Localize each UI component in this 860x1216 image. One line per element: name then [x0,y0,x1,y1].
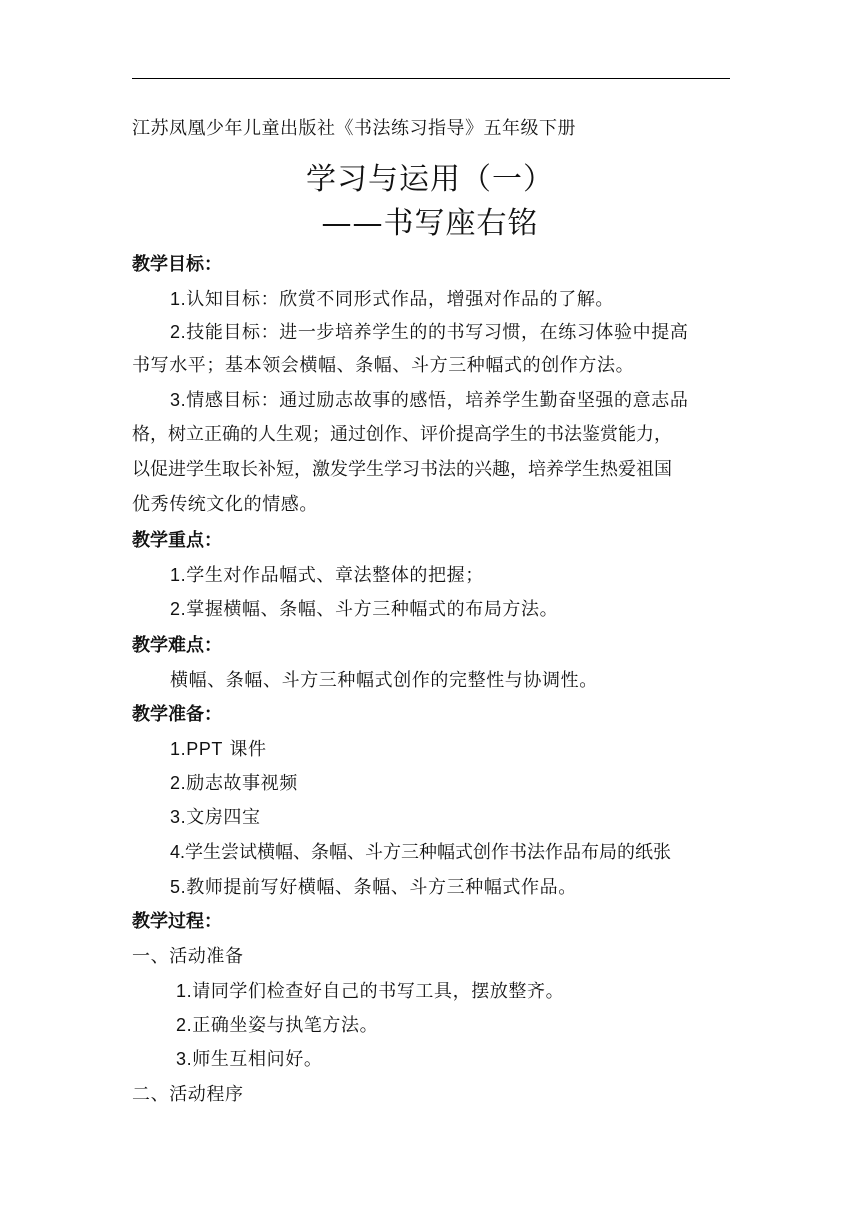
process-step-2-number: 2. [176,1015,193,1035]
process-step-3-text: 师生互相问好。 [192,1049,323,1070]
header-rule [132,78,730,79]
preparation-item-5-text: 教师提前写好横幅、条幅、斗方三种幅式作品。 [186,877,577,898]
key-point-item-2-number: 2. [170,599,187,619]
key-points-heading: 教学重点： [132,530,222,551]
process-step-3-number: 3. [176,1049,193,1069]
process-step-1-text: 请同学们检查好自己的书写工具，摆放整齐。 [192,981,565,1002]
difficulty-item-1: 横幅、条幅、斗方三种幅式创作的完整性与协调性。 [170,670,598,691]
preparation-item-4 [170,838,671,864]
preparation-item-4-text: 学生尝试横幅、条幅、斗方三种幅式创作书法作品布局的纸张 [185,842,672,863]
preparation-item-1-number: 1.PPT [170,739,224,759]
page-subtitle: ——书写座右铭 [321,206,539,241]
process-step-1-number: 1. [176,981,193,1001]
objective-item-1-number: 1. [170,289,187,309]
process-part-2: 二、活动程序 [132,1084,244,1105]
preparation-item-1 [170,735,267,761]
preparation-item-2-text: 励志故事视频 [186,773,298,794]
preparation-item-3-number: 3. [170,807,187,827]
process-step-2-text: 正确坐姿与执笔方法。 [192,1015,379,1036]
difficulties-heading: 教学难点： [132,635,222,656]
key-point-item-2-text: 掌握横幅、条幅、斗方三种幅式的布局方法。 [186,599,559,620]
process-step-3 [176,1045,322,1071]
objective-item-2-cont: 书写水平；基本领会横幅、条幅、斗方三种幅式的创作方法。 [132,355,635,376]
preparation-item-5-number: 5. [170,877,187,897]
process-step-1 [176,977,564,1003]
preparation-item-3-text: 文房四宝 [186,807,261,828]
key-point-item-1-number: 1. [170,565,187,585]
objective-item-1 [170,285,614,311]
preparation-heading: 教学准备： [132,704,222,725]
key-point-item-1 [170,561,484,587]
preparation-item-3 [170,803,261,829]
page-title: 学习与运用（一） [306,162,554,197]
objective-item-3-cont-3: 优秀传统文化的情感。 [132,494,318,515]
process-heading: 教学过程： [132,911,222,932]
objective-item-3-cont-2: 以促进学生取长补短，激发学生学习书法的兴趣，培养学生热爱祖国 [132,459,672,480]
key-point-item-2 [170,595,558,621]
preparation-item-1-text: 课件 [223,739,267,760]
preparation-item-5 [170,873,577,899]
objective-item-1-text: 认知目标：欣赏不同形式作品，增强对作品的了解。 [186,289,615,310]
key-point-item-1-text: 学生对作品幅式、章法整体的把握； [186,565,484,586]
preparation-item-2-number: 2. [170,773,187,793]
preparation-item-4-number: 4. [170,842,186,862]
objective-item-2-text: 技能目标：进一步培养学生的的书写习惯，在练习体验中提高 [186,322,689,343]
process-part-1: 一、活动准备 [132,946,244,967]
objective-item-2 [170,318,688,344]
objective-item-3 [170,386,688,412]
objective-item-3-text: 情感目标：通过励志故事的感悟，培养学生勤奋坚强的意志品 [186,390,689,411]
objective-item-3-cont-1: 格，树立正确的人生观；通过创作、评价提高学生的书法鉴赏能力， [132,424,672,445]
objectives-heading: 教学目标： [132,254,222,275]
process-step-2 [176,1011,378,1037]
publisher-line: 江苏凤凰少年儿童出版社《书法练习指导》五年级下册 [132,118,576,139]
objective-item-2-number: 2. [170,322,187,342]
objective-item-3-number: 3. [170,390,187,410]
preparation-item-2 [170,769,298,795]
